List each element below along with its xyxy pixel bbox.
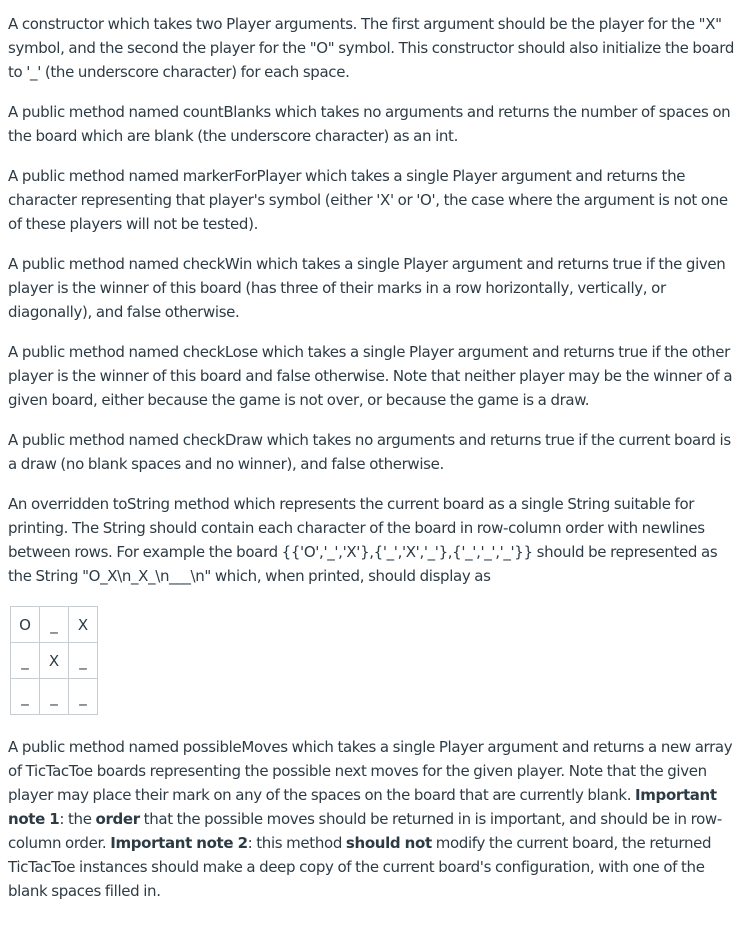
board-cell: X [40, 643, 69, 679]
board-row [11, 643, 98, 679]
constructor-description: A constructor which takes two Player arguments. The first argument should be the player for the "X" symbol, and the second the player for the "O" symbol. This constructor should also initialize the board to '_' (the underscore character) for each space. [8, 15, 734, 81]
board-cell: _ [69, 679, 98, 715]
board-row [11, 607, 98, 643]
board-cell: _ [40, 607, 69, 643]
board-cell: _ [11, 679, 40, 715]
possible-moves-description: A public method named possibleMoves which takes a single Player argument and returns a new array of TicTacToe boards representing the possible next moves for the given player. Note that the given player may place their mark on any of the spaces on the board that are currently blank. Important note 1: the order that the possible moves should be returned in is important, and should be in row-column order. Important note 2: this method should not modify the current board, the returned TicTacToe instances should make a deep copy of the current board's configuration, with one of the blank spaces filled in. [8, 738, 733, 900]
board-cell: O [11, 607, 40, 643]
order-emphasis: order [95, 810, 140, 828]
check-win-description: A public method named checkWin which takes a single Player argument and returns true if the given player is the winner of this board (has three of their marks in a row horizontally, vertically, or diagonally), and false otherwise. [8, 255, 726, 321]
check-lose-description: A public method named checkLose which takes a single Player argument and returns true if the other player is the winner of this board and false otherwise. Note that neither player may be the winner of a given board, either because the game is not over, or because the game is a draw. [8, 343, 733, 409]
to-string-description: An overridden toString method which represents the current board as a single String suitable for printing. The String should contain each character of the board in row-column order with newlines between rows. For example the board {{'O','_','X'},{'_','X','_'},{'_','_','_'}} should be represented as the String "O_X\n_X_\n___\n" which, when printed, should display as [8, 495, 718, 585]
board-row [11, 679, 98, 715]
check-draw-description: A public method named checkDraw which takes no arguments and returns true if the current board is a draw (no blank spaces and no winner), and false otherwise. [8, 431, 731, 473]
marker-for-player-description: A public method named markerForPlayer which takes a single Player argument and returns the character representing that player's symbol (either 'X' or 'O', the case where the argument is not one of these players will not be tested). [8, 167, 728, 233]
important-note-2-label: Important note 2 [110, 834, 248, 852]
board-cell: X [69, 607, 98, 643]
count-blanks-description: A public method named countBlanks which takes no arguments and returns the number of spaces on the board which are blank (the underscore character) as an int. [8, 103, 731, 145]
important-note-1-label: Important note 1 [8, 786, 717, 828]
board-cell: _ [69, 643, 98, 679]
should-not-emphasis: should not [345, 834, 432, 852]
board-cell: _ [11, 643, 40, 679]
board-cell: _ [40, 679, 69, 715]
example-board-table [10, 606, 98, 715]
